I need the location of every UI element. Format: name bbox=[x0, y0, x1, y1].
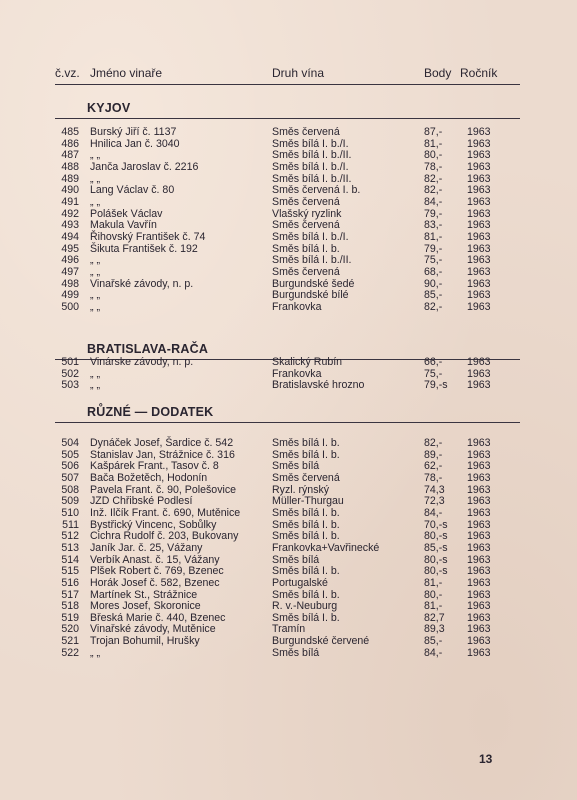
table-row bbox=[0, 519, 577, 531]
vintage: 1963 bbox=[467, 367, 491, 380]
vintage: 1963 bbox=[467, 265, 491, 278]
points: 74,3 bbox=[424, 483, 445, 496]
vintage: 1963 bbox=[467, 356, 491, 368]
table-row bbox=[0, 368, 577, 380]
sample-number: 502 bbox=[61, 367, 79, 380]
vintage: 1963 bbox=[467, 219, 491, 232]
wine-type: Směs bílá I. b. bbox=[272, 506, 340, 519]
wine-type: Frankovka bbox=[272, 367, 322, 380]
vintage: 1963 bbox=[467, 289, 491, 302]
wine-type: Směs bílá I. b./I. bbox=[272, 137, 349, 150]
sample-number: 506 bbox=[61, 460, 79, 473]
table-row bbox=[0, 600, 577, 612]
winemaker-name: Mores Josef, Skoronice bbox=[90, 600, 201, 613]
winemaker-name: Hnilica Jan č. 3040 bbox=[90, 137, 180, 150]
winemaker-name: Bača Božetěch, Hodonín bbox=[90, 471, 208, 484]
sample-number: 487 bbox=[61, 149, 79, 162]
winemaker-name: Horák Josef č. 582, Bzenec bbox=[90, 576, 220, 589]
wine-type: Směs bílá I. b. bbox=[272, 518, 340, 531]
points: 81,- bbox=[424, 137, 443, 150]
winemaker-name: Pavela Frant. č. 90, Polešovice bbox=[90, 483, 237, 496]
points: 80,- bbox=[424, 588, 443, 601]
sample-number: 495 bbox=[61, 242, 79, 255]
sample-number: 519 bbox=[61, 611, 79, 624]
winemaker-name: Janča Jaroslav č. 2216 bbox=[90, 160, 199, 173]
winemaker-name: Plšek Robert č. 769, Bzenec bbox=[90, 565, 224, 578]
points: 79,- bbox=[424, 207, 443, 220]
points: 75,- bbox=[424, 367, 443, 380]
header-points: Body bbox=[424, 66, 452, 80]
winemaker-name: „ „ bbox=[90, 195, 100, 208]
wine-type: Směs bílá bbox=[272, 646, 320, 659]
table-row bbox=[0, 589, 577, 601]
winemaker-name: Břeská Marie č. 440, Bzenec bbox=[90, 611, 226, 624]
sample-number: 501 bbox=[61, 356, 79, 368]
table-row bbox=[0, 449, 577, 461]
sample-number: 509 bbox=[61, 495, 79, 508]
table-row bbox=[0, 138, 577, 150]
vintage: 1963 bbox=[467, 137, 491, 150]
points: 80,-s bbox=[424, 530, 448, 543]
table-row bbox=[0, 126, 577, 138]
vintage: 1963 bbox=[467, 471, 491, 484]
wine-type: Müller-Thurgau bbox=[272, 495, 344, 508]
table-row bbox=[0, 472, 577, 484]
wine-type: Burgundské bílé bbox=[272, 289, 349, 302]
points: 78,- bbox=[424, 471, 443, 484]
points: 80,-s bbox=[424, 553, 448, 566]
header-vintage: Ročník bbox=[460, 66, 498, 80]
points: 84,- bbox=[424, 195, 443, 208]
sample-number: 490 bbox=[61, 184, 79, 197]
vintage: 1963 bbox=[467, 611, 491, 624]
page-number: 13 bbox=[479, 752, 493, 766]
winemaker-name: Inž. Ilčík Frant. č. 690, Mutěnice bbox=[90, 506, 241, 519]
vintage: 1963 bbox=[467, 172, 491, 185]
vintage: 1963 bbox=[467, 623, 491, 636]
wine-type: Směs bílá I. b./II. bbox=[272, 172, 352, 185]
table-row bbox=[0, 379, 577, 391]
table-row bbox=[0, 565, 577, 577]
sample-number: 489 bbox=[61, 172, 79, 185]
table-row bbox=[0, 542, 577, 554]
table-row bbox=[0, 184, 577, 196]
sample-number: 511 bbox=[62, 518, 79, 531]
wine-type: Směs červená bbox=[272, 219, 340, 232]
column-header-row bbox=[0, 66, 577, 82]
sample-number: 513 bbox=[61, 541, 79, 554]
points: 83,- bbox=[424, 219, 443, 232]
points: 68,- bbox=[424, 265, 443, 278]
vintage: 1963 bbox=[467, 576, 491, 589]
points: 81,- bbox=[424, 576, 443, 589]
table-row bbox=[0, 554, 577, 566]
winemaker-name: Lang Václav č. 80 bbox=[90, 184, 175, 197]
points: 72,3 bbox=[424, 495, 445, 508]
sample-number: 505 bbox=[61, 448, 79, 461]
sample-number: 500 bbox=[61, 300, 79, 313]
winemaker-name: Bystřický Vincenc, Sobůlky bbox=[90, 518, 217, 531]
points: 78,- bbox=[424, 160, 443, 173]
table-row bbox=[0, 484, 577, 496]
winemaker-name: JZD Chřibské Podlesí bbox=[90, 495, 193, 508]
vintage: 1963 bbox=[467, 207, 491, 220]
section-title: RŮZNÉ — DODATEK bbox=[87, 405, 214, 419]
sample-number: 514 bbox=[61, 553, 79, 566]
winemaker-name: Trojan Bohumil, Hrušky bbox=[90, 635, 200, 647]
sample-number: 486 bbox=[61, 137, 79, 150]
points: 87,- bbox=[424, 126, 443, 138]
vintage: 1963 bbox=[467, 277, 491, 290]
winemaker-name: Burský Jiří č. 1137 bbox=[90, 126, 177, 138]
table-row bbox=[0, 577, 577, 589]
sample-number: 520 bbox=[61, 623, 79, 636]
table-row bbox=[0, 437, 577, 449]
vintage: 1963 bbox=[467, 460, 491, 473]
sample-number: 493 bbox=[61, 219, 79, 232]
winemaker-name: „ „ bbox=[90, 172, 100, 185]
vintage: 1963 bbox=[467, 588, 491, 601]
header-wine-type: Druh vína bbox=[272, 66, 325, 80]
table-row bbox=[0, 495, 577, 507]
wine-type: Skalický Rubín bbox=[272, 356, 343, 368]
sample-number: 515 bbox=[61, 565, 79, 578]
wine-type: Směs bílá bbox=[272, 460, 320, 473]
vintage: 1963 bbox=[467, 600, 491, 613]
points: 79,- bbox=[424, 242, 443, 255]
wine-type: Burgundské červené bbox=[272, 635, 370, 647]
header-sample-number: č.vz. bbox=[55, 66, 80, 80]
sample-number: 518 bbox=[61, 600, 79, 613]
table-row bbox=[0, 266, 577, 278]
winemaker-name: Vinárske závody, n. p. bbox=[90, 356, 194, 368]
wine-type: Tramín bbox=[272, 623, 306, 636]
vintage: 1963 bbox=[467, 149, 491, 162]
table-row bbox=[0, 161, 577, 173]
winemaker-name: „ „ bbox=[90, 379, 100, 392]
vintage: 1963 bbox=[467, 646, 491, 659]
vintage: 1963 bbox=[467, 126, 491, 138]
section-title: KYJOV bbox=[87, 101, 131, 115]
vintage: 1963 bbox=[467, 254, 491, 267]
points: 75,- bbox=[424, 254, 443, 267]
points: 70,-s bbox=[424, 518, 448, 531]
points: 79,-s bbox=[424, 379, 448, 392]
sample-number: 504 bbox=[61, 437, 79, 449]
wine-type: Frankovka+Vavřinecké bbox=[272, 541, 380, 554]
wine-type: Směs bílá I. b. bbox=[272, 530, 340, 543]
sample-number: 498 bbox=[61, 277, 79, 290]
table-row bbox=[0, 219, 577, 231]
vintage: 1963 bbox=[467, 506, 491, 519]
points: 90,- bbox=[424, 277, 443, 290]
section-title: BRATISLAVA-RAČA bbox=[87, 342, 209, 356]
winemaker-name: Vinařské závody, Mutěnice bbox=[90, 623, 216, 636]
points: 81,- bbox=[424, 600, 443, 613]
sample-number: 496 bbox=[61, 254, 79, 267]
winemaker-name: Šikuta František č. 192 bbox=[90, 242, 198, 255]
table-row bbox=[0, 460, 577, 472]
wine-type: Frankovka bbox=[272, 300, 322, 313]
table-row bbox=[0, 356, 577, 368]
wine-type: Směs červená bbox=[272, 126, 340, 138]
wine-type: R. v.-Neuburg bbox=[272, 600, 338, 613]
points: 89,- bbox=[424, 448, 443, 461]
sample-number: 512 bbox=[61, 530, 79, 543]
sample-number: 499 bbox=[61, 289, 79, 302]
table-row bbox=[0, 243, 577, 255]
table-row bbox=[0, 507, 577, 519]
points: 82,7 bbox=[424, 611, 445, 624]
winemaker-name: Makula Vavřín bbox=[90, 219, 157, 232]
winemaker-name: Stanislav Jan, Strážnice č. 316 bbox=[90, 448, 235, 461]
winemaker-name: „ „ bbox=[90, 254, 100, 267]
vintage: 1963 bbox=[467, 448, 491, 461]
wine-type: Ryzl. rýnský bbox=[272, 483, 330, 496]
sample-number: 494 bbox=[61, 230, 79, 243]
sample-number: 503 bbox=[61, 379, 79, 392]
wine-type: Směs bílá I. b. bbox=[272, 565, 340, 578]
points: 80,- bbox=[424, 149, 443, 162]
table-row bbox=[0, 196, 577, 208]
points: 89,3 bbox=[424, 623, 445, 636]
sample-number: 516 bbox=[61, 576, 79, 589]
vintage: 1963 bbox=[467, 184, 491, 197]
points: 62,- bbox=[424, 460, 443, 473]
sample-number: 521 bbox=[61, 635, 79, 647]
points: 82,- bbox=[424, 300, 443, 313]
table-row bbox=[0, 149, 577, 161]
winemaker-name: Verbík Anast. č. 15, Vážany bbox=[90, 553, 220, 566]
wine-type: Směs bílá I. b. bbox=[272, 437, 340, 449]
table-row bbox=[0, 208, 577, 220]
vintage: 1963 bbox=[467, 553, 491, 566]
points: 82,- bbox=[424, 184, 443, 197]
vintage: 1963 bbox=[467, 379, 491, 392]
vintage: 1963 bbox=[467, 300, 491, 313]
vintage: 1963 bbox=[467, 495, 491, 508]
wine-type: Směs červená I. b. bbox=[272, 184, 361, 197]
wine-type: Burgundské šedé bbox=[272, 277, 355, 290]
wine-type: Směs bílá I. b./I. bbox=[272, 230, 349, 243]
table-row bbox=[0, 635, 577, 647]
sample-number: 517 bbox=[61, 588, 79, 601]
points: 81,- bbox=[424, 230, 443, 243]
wine-type: Směs červená bbox=[272, 195, 340, 208]
sample-number: 488 bbox=[61, 160, 79, 173]
sample-number: 485 bbox=[61, 126, 79, 138]
vintage: 1963 bbox=[467, 242, 491, 255]
winemaker-name: „ „ bbox=[90, 149, 100, 162]
winemaker-name: Cichra Rudolf č. 203, Bukovany bbox=[90, 530, 239, 543]
points: 80,-s bbox=[424, 565, 448, 578]
points: 82,- bbox=[424, 437, 443, 449]
winemaker-name: Dynáček Josef, Šardice č. 542 bbox=[90, 437, 234, 449]
wine-type: Vlašský ryzlink bbox=[272, 207, 342, 220]
winemaker-name: Vinařské závody, n. p. bbox=[90, 277, 194, 290]
vintage: 1963 bbox=[467, 530, 491, 543]
wine-type: Směs bílá I. b. bbox=[272, 448, 340, 461]
wine-type: Směs bílá I. b. bbox=[272, 588, 340, 601]
points: 82,- bbox=[424, 172, 443, 185]
winemaker-name: Řihovský František č. 74 bbox=[90, 230, 206, 243]
sample-number: 491 bbox=[61, 195, 79, 208]
header-rule bbox=[55, 84, 520, 85]
sample-number: 497 bbox=[61, 265, 79, 278]
vintage: 1963 bbox=[467, 160, 491, 173]
vintage: 1963 bbox=[467, 195, 491, 208]
table-row bbox=[0, 623, 577, 635]
vintage: 1963 bbox=[467, 541, 491, 554]
wine-type: Portugalské bbox=[272, 576, 328, 589]
vintage: 1963 bbox=[467, 230, 491, 243]
vintage: 1963 bbox=[467, 437, 491, 449]
wine-type: Bratislavské hrozno bbox=[272, 379, 365, 392]
table-row bbox=[0, 254, 577, 266]
points: 66,- bbox=[424, 356, 443, 368]
vintage: 1963 bbox=[467, 635, 491, 647]
points: 85,- bbox=[424, 289, 443, 302]
winemaker-name: „ „ bbox=[90, 300, 100, 313]
table-row bbox=[0, 278, 577, 290]
wine-type: Směs bílá I. b./I. bbox=[272, 160, 349, 173]
section-rule bbox=[55, 118, 520, 119]
winemaker-name: Polášek Václav bbox=[90, 207, 163, 220]
winemaker-name: Janík Jar. č. 25, Vážany bbox=[90, 541, 203, 554]
sample-number: 510 bbox=[61, 506, 79, 519]
sample-number: 507 bbox=[61, 471, 79, 484]
table-row bbox=[0, 612, 577, 624]
wine-type: Směs bílá I. b. bbox=[272, 242, 340, 255]
table-row bbox=[0, 647, 577, 659]
wine-type: Směs bílá I. b. bbox=[272, 611, 340, 624]
vintage: 1963 bbox=[467, 518, 491, 531]
winemaker-name: Martínek St., Strážnice bbox=[90, 588, 198, 601]
table-row bbox=[0, 289, 577, 301]
wine-type: Směs bílá I. b./II. bbox=[272, 149, 352, 162]
vintage: 1963 bbox=[467, 565, 491, 578]
sample-number: 522 bbox=[61, 646, 79, 659]
wine-type: Směs bílá I. b./II. bbox=[272, 254, 352, 267]
points: 84,- bbox=[424, 646, 443, 659]
wine-type: Směs červená bbox=[272, 471, 340, 484]
points: 85,-s bbox=[424, 541, 448, 554]
header-winemaker-name: Jméno vinaře bbox=[90, 66, 163, 80]
sample-number: 492 bbox=[61, 207, 79, 220]
winemaker-name: „ „ bbox=[90, 646, 100, 659]
winemaker-name: „ „ bbox=[90, 265, 100, 278]
section-rule bbox=[55, 422, 520, 423]
points: 84,- bbox=[424, 506, 443, 519]
table-row bbox=[0, 231, 577, 243]
winemaker-name: „ „ bbox=[90, 367, 100, 380]
wine-type: Směs bílá bbox=[272, 553, 320, 566]
table-row bbox=[0, 301, 577, 313]
vintage: 1963 bbox=[467, 483, 491, 496]
table-row bbox=[0, 173, 577, 185]
table-row bbox=[0, 530, 577, 542]
winemaker-name: „ „ bbox=[90, 289, 100, 302]
winemaker-name: Kašpárek Frant., Tasov č. 8 bbox=[90, 460, 219, 473]
points: 85,- bbox=[424, 635, 443, 647]
wine-type: Směs červená bbox=[272, 265, 340, 278]
sample-number: 508 bbox=[61, 483, 79, 496]
